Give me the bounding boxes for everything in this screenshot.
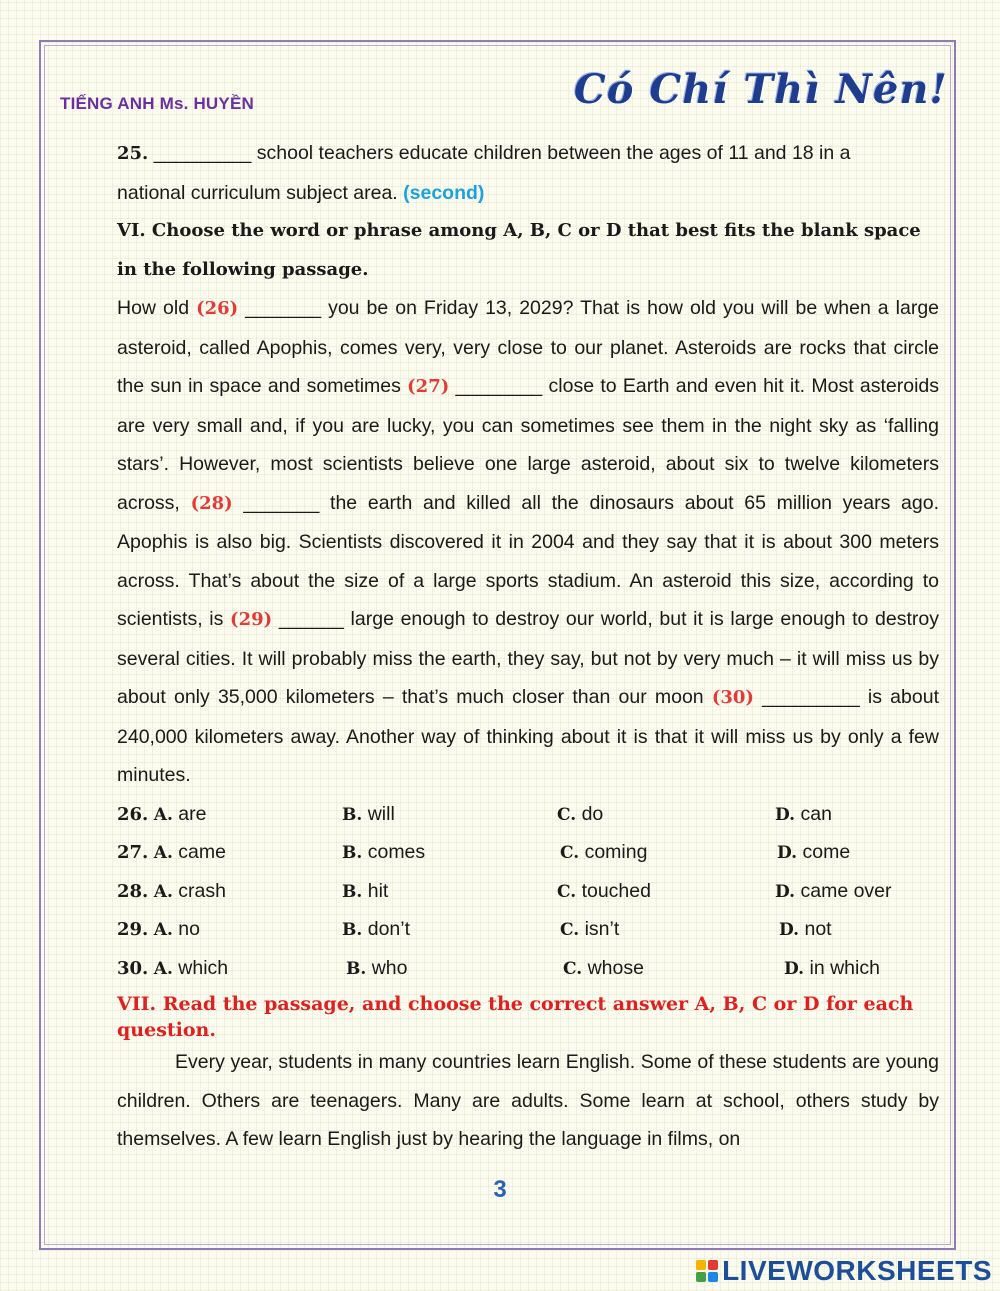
option-letter: B.	[342, 920, 363, 940]
option-number: 27.	[117, 842, 149, 863]
question-25-cont	[117, 174, 939, 213]
option-letter: D.	[777, 843, 798, 863]
option-a[interactable]: crash	[178, 879, 226, 902]
options-row	[117, 872, 939, 911]
option-letter: B.	[342, 843, 363, 863]
passage-text: _______ the earth and killed all the dinosaurs about 65 million years ago. Apophis is also big. Scientists discovered it in 2004 and they say that it is about 300 meters across. That’s about the size of a large sports stadium. An asteroid this size, according to scientists, is	[117, 491, 939, 630]
option-letter: D.	[775, 881, 796, 902]
gap-29-label: (29)	[230, 609, 273, 630]
option-c[interactable]: coming	[584, 841, 648, 863]
option-b[interactable]: will	[367, 802, 395, 825]
option-letter: A.	[153, 920, 173, 940]
options-list	[117, 795, 939, 988]
question-number: 25.	[117, 143, 149, 164]
section-6-passage	[117, 289, 939, 795]
passage-text: _________ is about 240,000 kilometers away. Another way of thinking about it is that it will miss us by only a few minutes.	[117, 686, 939, 786]
passage-text: _______ you be on Friday 13, 2029? That is how old you will be when a large asteroid, called Apophis, comes very, very close to our planet. Asteroids are rocks that circle the sun in space and sometimes	[117, 297, 940, 397]
option-letter: C.	[557, 881, 577, 902]
gap-27-label: (27)	[407, 376, 450, 397]
option-d[interactable]: not	[804, 918, 832, 940]
logo-text: LIVEWORKSHEETS	[722, 1255, 992, 1286]
section-6-instruction: VI. Choose the word or phrase among A, B, C or D that best fits the blank space in the following passage.	[117, 220, 921, 280]
logo-icon	[696, 1260, 718, 1282]
option-c[interactable]: whose	[587, 956, 644, 979]
option-b[interactable]: hit	[367, 879, 389, 902]
option-letter: C.	[557, 804, 577, 825]
option-letter: C.	[563, 958, 583, 979]
option-letter: A.	[153, 881, 173, 902]
motto-title: Có Chí Thì Nên!	[573, 66, 948, 113]
liveworksheets-logo	[696, 1255, 992, 1287]
page-number: 3	[493, 1176, 507, 1203]
option-letter: C.	[560, 920, 580, 940]
option-d[interactable]: came over	[800, 879, 892, 902]
option-letter: C.	[560, 843, 580, 863]
option-letter: D.	[779, 920, 800, 940]
option-d[interactable]: in which	[809, 956, 880, 979]
option-letter: A.	[153, 843, 173, 863]
option-a[interactable]: came	[178, 841, 226, 863]
option-letter: B.	[342, 804, 363, 825]
option-b[interactable]: who	[371, 956, 408, 979]
option-letter: B.	[346, 958, 367, 979]
passage-text: ________ close to Earth and even hit it. Most asteroids are very small and, if you are lucky, you can sometimes see them in the night sky as ‘falling stars’. However, most scientists believe one large asteroid, about six to twelve kilometers across,	[117, 375, 940, 514]
passage-text: How old	[117, 297, 190, 319]
section-7-instruction: VII. Read the passage, and choose the correct answer A, B, C or D for each question.	[117, 993, 914, 1041]
options-row	[117, 795, 939, 834]
option-b[interactable]: don’t	[367, 918, 411, 940]
options-row	[117, 910, 939, 949]
gap-30-label: (30)	[711, 687, 754, 708]
answer-hint: (second)	[403, 181, 485, 204]
option-letter: B.	[342, 881, 363, 902]
option-b[interactable]: comes	[367, 841, 426, 863]
options-row	[117, 833, 939, 872]
gap-26-label: (26)	[196, 298, 239, 319]
option-letter: D.	[775, 804, 796, 825]
option-c[interactable]: touched	[581, 879, 651, 902]
option-number: 28.	[117, 880, 149, 902]
option-c[interactable]: isn’t	[584, 918, 620, 940]
worksheet-content	[117, 134, 939, 1159]
option-number: 30.	[117, 957, 149, 979]
option-a[interactable]: no	[178, 918, 200, 940]
question-text: national curriculum subject area.	[117, 181, 398, 204]
option-letter: A.	[153, 804, 173, 825]
passage-text: ______ large enough to destroy our world, but it is large enough to destroy several cities. It will probably miss the earth, they say, but not by very much – it will miss us by about only 35,000 kilometers – that’s much closer than our moon	[117, 608, 940, 708]
option-c[interactable]: do	[581, 802, 604, 825]
option-a[interactable]: are	[178, 802, 207, 825]
option-number: 26.	[117, 803, 149, 825]
section-7-passage: Every year, students in many countries learn English. Some of these students are young children. Others are teenagers. Many are adults. Some learn at school, others study by themselves. A few learn English just by hearing the language in films, on	[117, 1051, 939, 1150]
option-a[interactable]: which	[178, 956, 229, 979]
option-number: 29.	[117, 919, 149, 940]
option-letter: A.	[153, 958, 173, 979]
options-row	[117, 949, 939, 988]
question-25	[117, 134, 939, 174]
option-d[interactable]: can	[800, 802, 832, 825]
question-text: _________ school teachers educate children between the ages of 11 and 18 in a	[153, 142, 851, 164]
gap-28-label: (28)	[190, 492, 233, 514]
option-d[interactable]: come	[802, 841, 851, 863]
brand-label: TIẾNG ANH Ms. HUYỀN	[60, 94, 254, 113]
option-letter: D.	[784, 958, 805, 979]
